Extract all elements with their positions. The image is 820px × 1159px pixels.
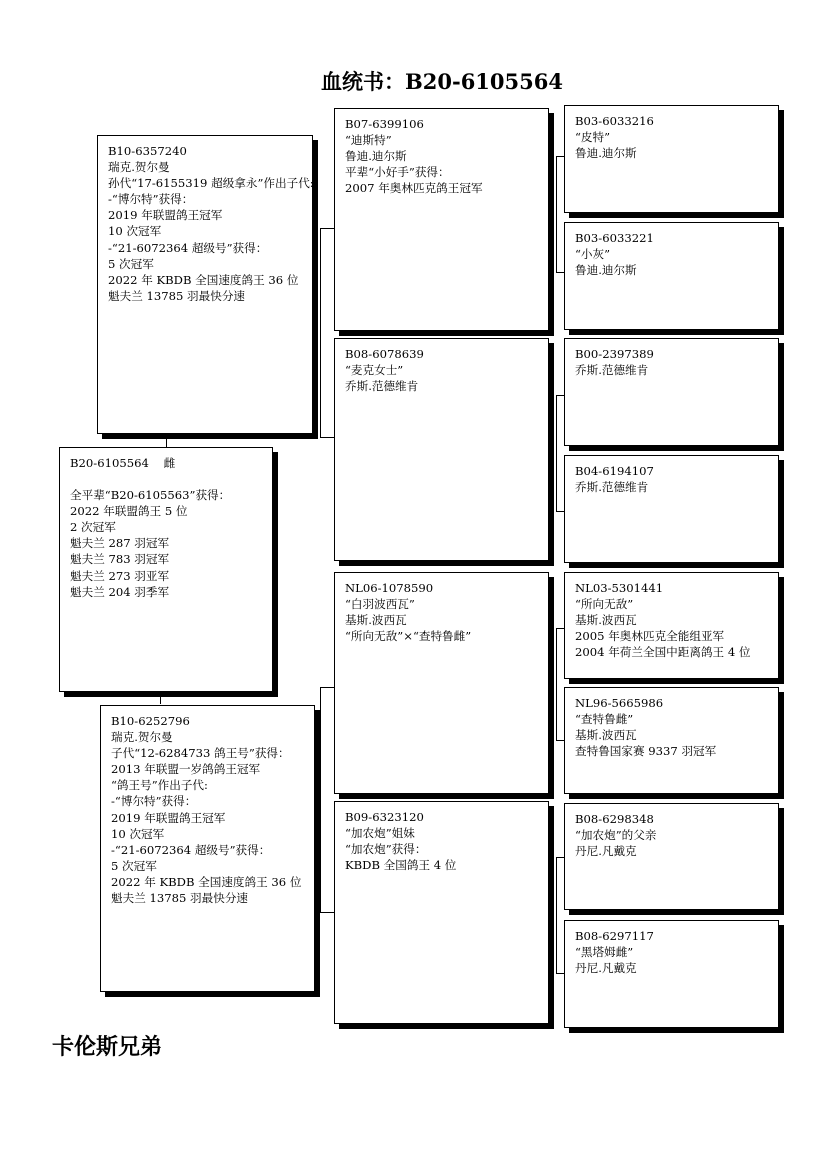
great-grandparent-ring: B03-6033221 <box>575 231 654 245</box>
subject-line <box>70 471 264 487</box>
grandparent-box <box>334 338 549 561</box>
subject-line: 全平辈“B20-6105563”获得： <box>70 488 231 503</box>
subject-sex: 雌 <box>163 456 176 470</box>
dam-ring: B10-6252796 <box>111 714 190 728</box>
connector-dam-gp3 <box>320 687 335 688</box>
grandparent-line: “加农炮”获得： <box>345 842 427 857</box>
dam-line: -“21-6072364 超级号”获得： <box>111 842 271 857</box>
great-grandparent-line: 乔斯.范德维肯 <box>575 363 649 378</box>
connector-dam-gp4 <box>320 912 335 913</box>
great-grandparent-ring: B08-6298348 <box>575 812 654 826</box>
grandparent-line: 2007 年奥林匹克鸽王冠军 <box>345 181 483 196</box>
grandparent-box <box>334 108 549 331</box>
subject-box <box>59 447 273 692</box>
grandparent-line: 平辈“小好手”获得： <box>345 165 450 180</box>
connector-gg-2a <box>556 395 564 396</box>
connector-gg-4 <box>556 857 557 974</box>
subject-line: 2 次冠军 <box>70 520 116 535</box>
connector-sire-gp2 <box>320 437 335 438</box>
sire-line: 2019 年联盟鸽王冠军 <box>108 208 223 223</box>
great-grandparent-line: 鲁迪.迪尔斯 <box>575 263 637 278</box>
subject-ring-line <box>70 455 264 471</box>
subject-line: 魁夫兰 273 羽亚军 <box>70 568 170 583</box>
grandparent-ring: NL06-1078590 <box>345 581 434 595</box>
grandparent-box <box>334 572 549 794</box>
dam-line: 10 次冠军 <box>111 826 165 841</box>
great-grandparent-box <box>564 222 779 330</box>
dam-line: 瑞克.贺尔曼 <box>111 730 173 745</box>
great-grandparent-ring: B08-6297117 <box>575 929 654 943</box>
great-grandparent-line: 查特鲁国家赛 9337 羽冠军 <box>575 744 717 759</box>
connector-dam-gp-vertical <box>320 687 321 913</box>
grandparent-ring: B07-6399106 <box>345 117 424 131</box>
sire-line: 瑞克.贺尔曼 <box>108 160 170 175</box>
sire-line: 孙代“17-6155319 超级拿永”作出子代: <box>108 176 314 191</box>
great-grandparent-ring: NL03-5301441 <box>575 581 664 595</box>
great-grandparent-line: 基斯.波西瓦 <box>575 613 637 628</box>
great-grandparent-box <box>564 920 779 1028</box>
great-grandparent-ring: B04-6194107 <box>575 464 654 478</box>
great-grandparent-box <box>564 455 779 563</box>
subject-line: 魁夫兰 287 羽冠军 <box>70 536 170 551</box>
connector-gg-1 <box>556 156 557 273</box>
dam-line: 2019 年联盟鸽王冠军 <box>111 810 226 825</box>
great-grandparent-ring: NL96-5665986 <box>575 696 664 710</box>
grandparent-line: “麦克女士” <box>345 363 404 378</box>
connector-gg-3 <box>556 628 557 741</box>
connector-gg-2b <box>556 511 564 512</box>
sire-line: 5 次冠军 <box>108 256 154 271</box>
connector-gg-4a <box>556 857 564 858</box>
great-grandparent-line: “小灰” <box>575 247 611 262</box>
dam-box <box>100 705 315 992</box>
sire-line: 2022 年 KBDB 全国速度鸽王 36 位 <box>108 272 299 287</box>
grandparent-line: “加农炮”姐妹 <box>345 826 415 841</box>
great-grandparent-box <box>564 105 779 213</box>
connector-gg-3b <box>556 740 564 741</box>
connector-subject-dam <box>160 692 161 704</box>
great-grandparent-line: 丹尼.凡戴克 <box>575 961 637 976</box>
great-grandparent-line: “所向无敌” <box>575 597 634 612</box>
great-grandparent-line: “查特鲁雌” <box>575 712 634 727</box>
great-grandparent-line: “加农炮”的父亲 <box>575 828 657 843</box>
sire-line: 10 次冠军 <box>108 224 162 239</box>
sire-box <box>97 135 313 434</box>
great-grandparent-ring: B03-6033216 <box>575 114 654 128</box>
great-grandparent-line: 丹尼.凡戴克 <box>575 844 637 859</box>
connector-gg-3a <box>556 628 564 629</box>
great-grandparent-box <box>564 338 779 446</box>
sire-line: 魁夫兰 13785 羽最快分速 <box>108 288 246 303</box>
grandparent-line: 基斯.波西瓦 <box>345 613 407 628</box>
grandparent-line: “所向无敌”×“查特鲁雌” <box>345 629 472 644</box>
grandparent-line: KBDB 全国鸽王 4 位 <box>345 858 457 873</box>
dam-line: 子代“12-6284733 鸽王号”获得： <box>111 746 290 761</box>
grandparent-ring: B08-6078639 <box>345 347 424 361</box>
sire-line: -“博尔特”获得： <box>108 192 194 207</box>
grandparent-line: 鲁迪.迪尔斯 <box>345 149 407 164</box>
connector-sire-gp1 <box>320 228 335 229</box>
sire-ring: B10-6357240 <box>108 144 187 158</box>
great-grandparent-line: 2004 年荷兰全国中距离鸽王 4 位 <box>575 645 751 660</box>
breeder-name: 卡伦斯兄弟 <box>52 1035 163 1060</box>
great-grandparent-line: “皮特” <box>575 130 611 145</box>
pedigree-title: 血统书：B20-6105564 <box>321 69 563 94</box>
grandparent-line: “迪斯特” <box>345 133 392 148</box>
great-grandparent-box <box>564 572 779 679</box>
subject-ring: B20-6105564 <box>70 456 149 470</box>
great-grandparent-box <box>564 803 779 910</box>
subject-line: 魁夫兰 783 羽冠军 <box>70 552 170 567</box>
grandparent-line: 乔斯.范德维肯 <box>345 379 419 394</box>
great-grandparent-line: 2005 年奥林匹克全能组亚军 <box>575 629 725 644</box>
grandparent-ring: B09-6323120 <box>345 810 424 824</box>
great-grandparent-line: “黑塔姆雌” <box>575 945 634 960</box>
grandparent-line: “白羽波西瓦” <box>345 597 415 612</box>
great-grandparent-box <box>564 687 779 794</box>
connector-gg-4b <box>556 973 564 974</box>
sire-line: -“21-6072364 超级号”获得： <box>108 240 268 255</box>
connector-sire-gp-vertical <box>320 228 321 438</box>
dam-line: 2013 年联盟一岁鸽鸽王冠军 <box>111 762 261 777</box>
dam-line: 2022 年 KBDB 全国速度鸽王 36 位 <box>111 874 302 889</box>
grandparent-box <box>334 801 549 1024</box>
connector-gg-1a <box>556 156 564 157</box>
connector-gg-1b <box>556 272 564 273</box>
dam-line: 魁夫兰 13785 羽最快分速 <box>111 891 249 906</box>
dam-line: 5 次冠军 <box>111 858 157 873</box>
subject-line: 2022 年联盟鸽王 5 位 <box>70 504 188 519</box>
subject-line: 魁夫兰 204 羽季军 <box>70 584 170 599</box>
great-grandparent-line: 基斯.波西瓦 <box>575 728 637 743</box>
great-grandparent-ring: B00-2397389 <box>575 347 654 361</box>
dam-line: “鸽王号”作出子代: <box>111 778 208 793</box>
dam-line: -“博尔特”获得： <box>111 794 197 809</box>
great-grandparent-line: 乔斯.范德维肯 <box>575 480 649 495</box>
great-grandparent-line: 鲁迪.迪尔斯 <box>575 146 637 161</box>
connector-gg-2 <box>556 395 557 512</box>
